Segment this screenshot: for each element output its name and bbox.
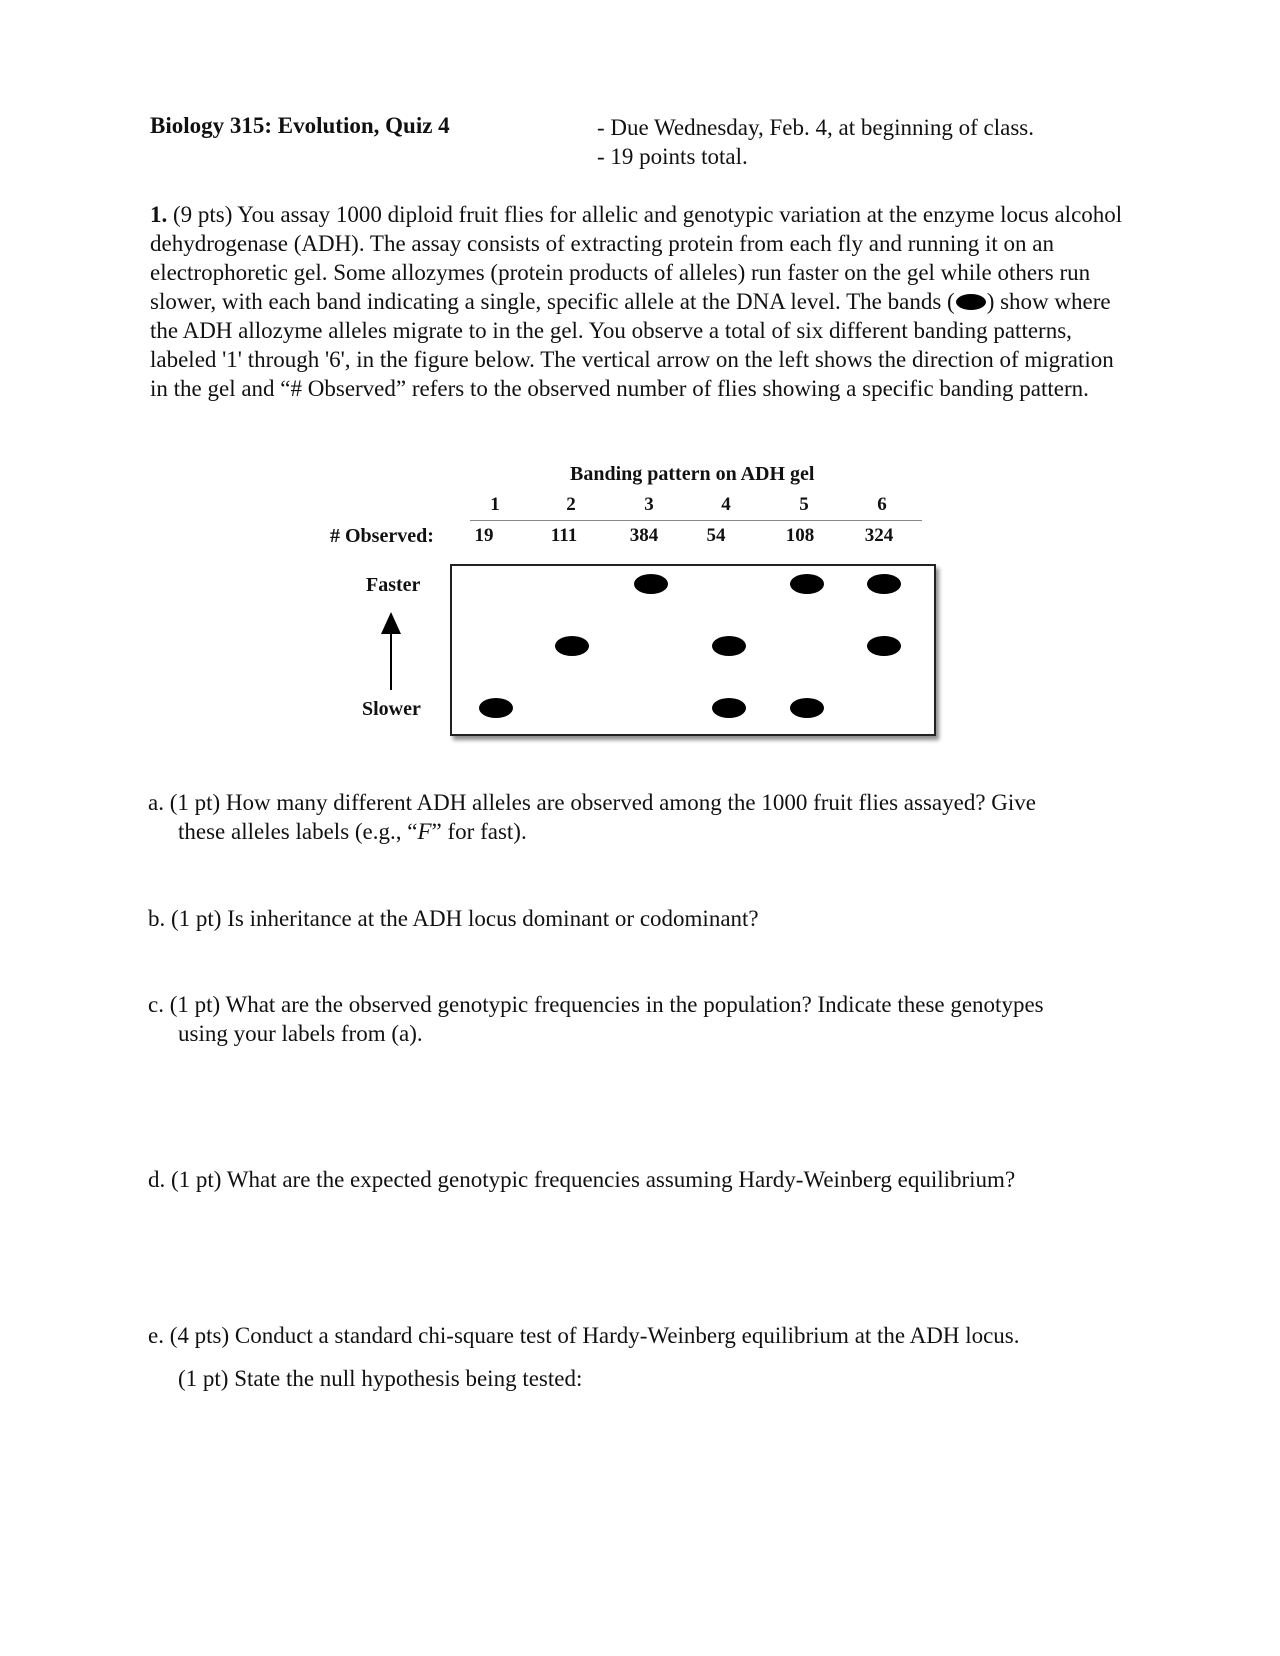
observed-count-lane-3: 384 xyxy=(629,525,659,546)
gel-title: Banding pattern on ADH gel xyxy=(570,463,815,485)
question-b: b. (1 pt) Is inheritance at the ADH locus dominant or codominant? xyxy=(148,906,759,931)
question-e: e. (4 pts) Conduct a standard chi-square test of Hardy-Weinberg equilibrium at the ADH locus. xyxy=(148,1323,1020,1348)
question-d: d. (1 pt) What are the expected genotypic frequencies assuming Hardy-Weinberg equilibrium? xyxy=(148,1167,1016,1192)
question-a xyxy=(148,788,1133,846)
question-a-line2-post: ” for fast). xyxy=(431,819,527,844)
lane-number-2: 2 xyxy=(566,494,576,515)
migration-arrow-shaft xyxy=(390,614,392,690)
question-a-line2 xyxy=(148,817,1133,846)
question-1-rest: ) show where the ADH allozyme alleles migrate to in the gel. You observe a total of six different banding patterns, labeled '1' through '6', in the figure below. The vertical arrow on the left shows the direction of migration in the gel and “# Observed” refers to the observed number of flies showing a specific banding pattern. xyxy=(150,289,1114,401)
band-lane-5-fast xyxy=(790,574,824,594)
observed-label: # Observed: xyxy=(330,525,434,547)
band-lane-6-medium xyxy=(867,636,901,656)
question-c xyxy=(148,990,1133,1048)
lane-number-3: 3 xyxy=(644,494,654,515)
quiz-due-info xyxy=(597,113,1034,171)
observed-count-lane-2: 111 xyxy=(550,525,578,546)
quiz-title: Biology 315: Evolution, Quiz 4 xyxy=(150,113,450,138)
lane-number-6: 6 xyxy=(877,494,887,515)
band-symbol-icon xyxy=(956,294,986,310)
question-c-line2: using your labels from (a). xyxy=(178,1021,423,1046)
observed-count-lane-1: 19 xyxy=(474,525,494,546)
band-lane-1-slow xyxy=(479,698,513,718)
observed-count-lane-5: 108 xyxy=(785,525,815,546)
question-e-subpart: (1 pt) State the null hypothesis being tested: xyxy=(178,1366,583,1391)
points-line: - 19 points total. xyxy=(597,144,748,169)
band-lane-4-medium xyxy=(712,636,746,656)
question-a-line2-pre: these alleles labels (e.g., “ xyxy=(178,819,418,844)
lane-number-4: 4 xyxy=(721,494,731,515)
question-1-intro: (9 pts) You assay 1000 diploid fruit flies for allelic and genotypic variation at the enzyme locus alcohol dehydrogenase (ADH). The assay consists of extracting protein from each fly and running it on an electrophoretic gel. Some allozymes (protein products of alleles) run faster on the gel while others run slower, with each band indicating a single, specific allele at the DNA level. The bands ( xyxy=(150,202,1123,314)
gel-box xyxy=(450,564,936,736)
slower-label: Slower xyxy=(362,698,421,720)
question-a-line1: a. (1 pt) How many different ADH alleles are observed among the 1000 fruit flies assayed? Give xyxy=(148,790,1036,815)
header-rule xyxy=(470,520,922,521)
band-lane-4-slow xyxy=(712,698,746,718)
band-lane-5-slow xyxy=(790,698,824,718)
band-lane-3-fast xyxy=(634,574,668,594)
question-c-line1: c. (1 pt) What are the observed genotypic frequencies in the population? Indicate these genotypes xyxy=(148,992,1044,1017)
question-a-italic-label: F xyxy=(417,819,432,844)
band-lane-2-medium xyxy=(555,636,589,656)
observed-count-lane-6: 324 xyxy=(864,525,894,546)
observed-count-lane-4: 54 xyxy=(706,525,726,546)
question-1-text xyxy=(150,200,1132,403)
lane-number-5: 5 xyxy=(799,494,809,515)
question-number: 1. xyxy=(150,202,168,227)
band-lane-6-fast xyxy=(867,574,901,594)
due-line: - Due Wednesday, Feb. 4, at beginning of class. xyxy=(597,115,1034,140)
lane-number-1: 1 xyxy=(490,494,500,515)
faster-label: Faster xyxy=(366,574,421,596)
